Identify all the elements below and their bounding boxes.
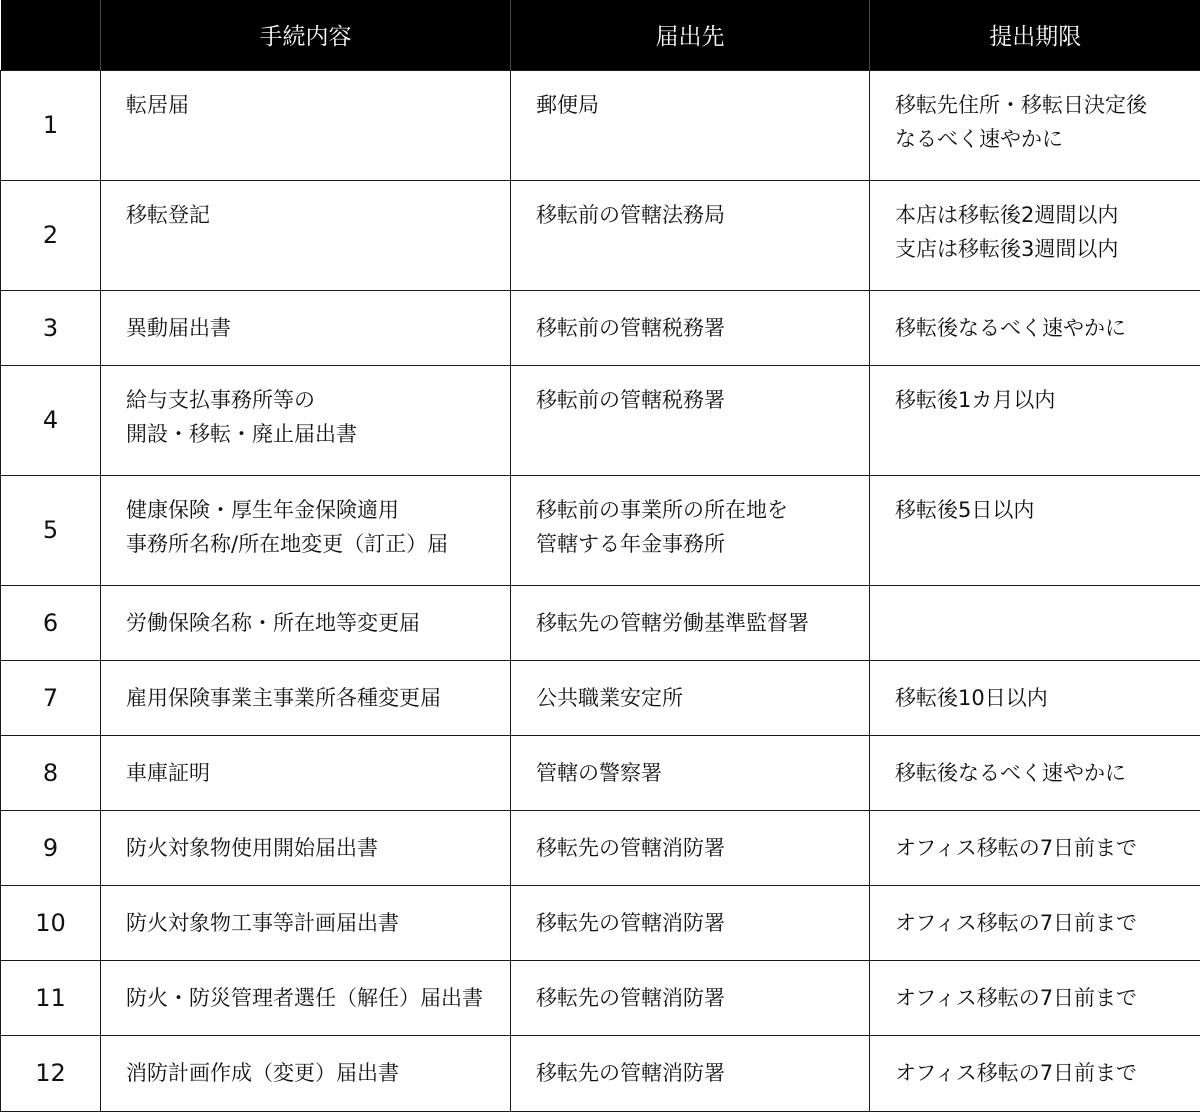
row-procedure: 健康保険・厚生年金保険適用 事務所名称/所在地変更（訂正）届 [101,475,511,585]
row-deadline: オフィス移転の7日前まで [870,810,1200,885]
row-procedure: 防火対象物工事等計画届出書 [101,885,511,960]
table-row [1,365,1200,475]
row-deadline: 本店は移転後2週間以内 支店は移転後3週間以内 [870,180,1200,290]
row-office: 公共職業安定所 [511,660,870,735]
row-procedure: 移転登記 [101,180,511,290]
row-office: 移転先の管轄消防署 [511,960,870,1035]
row-deadline: 移転後10日以内 [870,660,1200,735]
header-procedure: 手続内容 [101,0,511,70]
row-procedure: 防火・防災管理者選任（解任）届出書 [101,960,511,1035]
table-row [1,1035,1200,1111]
table-row [1,960,1200,1035]
row-number: 8 [1,735,101,810]
row-deadline: 移転後5日以内 [870,475,1200,585]
row-office: 郵便局 [511,70,870,180]
table-row [1,885,1200,960]
table-row [1,70,1200,180]
table-row [1,290,1200,365]
row-office: 移転前の事業所の所在地を 管轄する年金事務所 [511,475,870,585]
row-deadline [870,585,1200,660]
row-office: 管轄の警察署 [511,735,870,810]
row-office: 移転先の管轄労働基準監督署 [511,585,870,660]
table-row [1,810,1200,885]
row-number: 1 [1,70,101,180]
table-row [1,660,1200,735]
row-deadline: オフィス移転の7日前まで [870,960,1200,1035]
row-procedure: 労働保険名称・所在地等変更届 [101,585,511,660]
header-office: 届出先 [511,0,870,70]
row-number: 11 [1,960,101,1035]
table-row [1,180,1200,290]
row-office: 移転前の管轄税務署 [511,290,870,365]
row-office: 移転先の管轄消防署 [511,810,870,885]
row-deadline: 移転後1カ月以内 [870,365,1200,475]
table-header-row [1,0,1200,70]
row-procedure: 異動届出書 [101,290,511,365]
row-number: 3 [1,290,101,365]
header-deadline: 提出期限 [870,0,1200,70]
row-number: 12 [1,1035,101,1111]
row-procedure: 給与支払事務所等の 開設・移転・廃止届出書 [101,365,511,475]
row-deadline: オフィス移転の7日前まで [870,885,1200,960]
header-number [1,0,101,70]
row-procedure: 転居届 [101,70,511,180]
row-number: 2 [1,180,101,290]
row-procedure: 雇用保険事業主事業所各種変更届 [101,660,511,735]
row-number: 9 [1,810,101,885]
row-number: 4 [1,365,101,475]
row-office: 移転前の管轄税務署 [511,365,870,475]
row-number: 5 [1,475,101,585]
table-row [1,475,1200,585]
row-deadline: 移転後なるべく速やかに [870,290,1200,365]
row-procedure: 防火対象物使用開始届出書 [101,810,511,885]
row-office: 移転先の管轄消防署 [511,885,870,960]
row-procedure: 消防計画作成（変更）届出書 [101,1035,511,1111]
row-deadline: 移転後なるべく速やかに [870,735,1200,810]
row-number: 7 [1,660,101,735]
row-office: 移転先の管轄消防署 [511,1035,870,1111]
table-row [1,585,1200,660]
row-deadline: 移転先住所・移転日決定後 なるべく速やかに [870,70,1200,180]
row-office: 移転前の管轄法務局 [511,180,870,290]
table-row [1,735,1200,810]
row-number: 6 [1,585,101,660]
row-number: 10 [1,885,101,960]
row-procedure: 車庫証明 [101,735,511,810]
row-deadline: オフィス移転の7日前まで [870,1035,1200,1111]
